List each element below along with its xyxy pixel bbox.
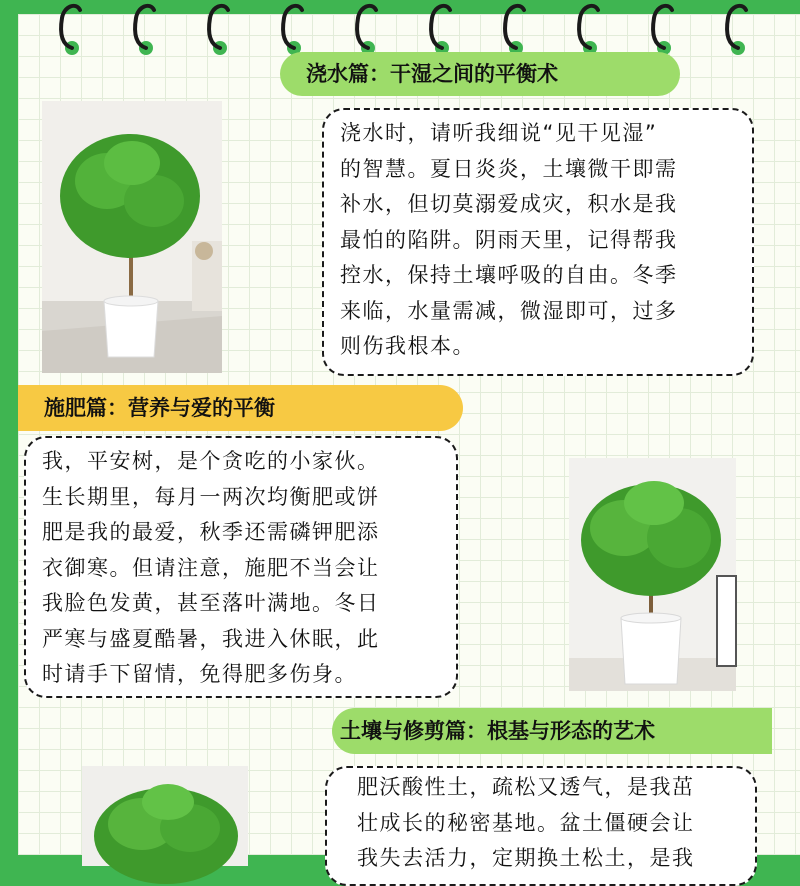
- soil-pruning-heading: [332, 708, 772, 754]
- watering-heading: [280, 52, 680, 96]
- spiral-ring-icon: [278, 0, 308, 60]
- plant-photo-bush: [569, 458, 736, 691]
- spiral-ring-icon: [500, 0, 530, 60]
- plant-photo-tree: [42, 101, 222, 373]
- fertilizing-text-box: [24, 436, 458, 698]
- spiral-ring-icon: [574, 0, 604, 60]
- spiral-ring-icon: [56, 0, 86, 60]
- spiral-ring-icon: [426, 0, 456, 60]
- fertilizing-body: 我，平安树，是个贪吃的小家伙。 生长期里，每月一两次均衡肥或饼 肥是我的最爱，秋季还需磷钾肥添 衣御寒。但请注意，施肥不当会让 我脸色发黄，甚至落叶满地。冬日 严寒与盛夏酷暑，我进入休眠，此 时请手下留情，免得肥多伤身。: [42, 449, 380, 686]
- spiral-ring-icon: [648, 0, 678, 60]
- spiral-ring-icon: [352, 0, 382, 60]
- soil-pruning-text-box: [325, 766, 757, 886]
- soil-pruning-title: 土壤与修剪篇：根基与形态的艺术: [340, 719, 655, 743]
- bush-plant-image: [569, 458, 736, 691]
- spiral-ring-icon: [722, 0, 752, 60]
- plant-photo-small: [82, 766, 248, 866]
- small-plant-image: [82, 766, 248, 866]
- tree-plant-image: [42, 101, 222, 373]
- spiral-ring-icon: [130, 0, 160, 60]
- fertilizing-title: 施肥篇：营养与爱的平衡: [44, 396, 275, 420]
- soil-pruning-body: 肥沃酸性土，疏松又透气，是我茁 壮成长的秘密基地。盆土僵硬会让 我失去活力，定期换土松土，是我: [357, 775, 695, 870]
- watering-text-box: [322, 108, 754, 376]
- watering-body: 浇水时，请听我细说“见干见湿” 的智慧。夏日炎炎，土壤微干即需 补水，但切莫溺爱成灾，积水是我 最怕的陷阱。阴雨天里，记得帮我 控水，保持土壤呼吸的自由。冬季 来临，水量需减，微湿即可，过多 则伤我根本。: [340, 121, 678, 358]
- watering-title: 浇水篇：干湿之间的平衡术: [306, 62, 558, 86]
- spiral-ring-icon: [204, 0, 234, 60]
- fertilizing-heading: [18, 385, 463, 431]
